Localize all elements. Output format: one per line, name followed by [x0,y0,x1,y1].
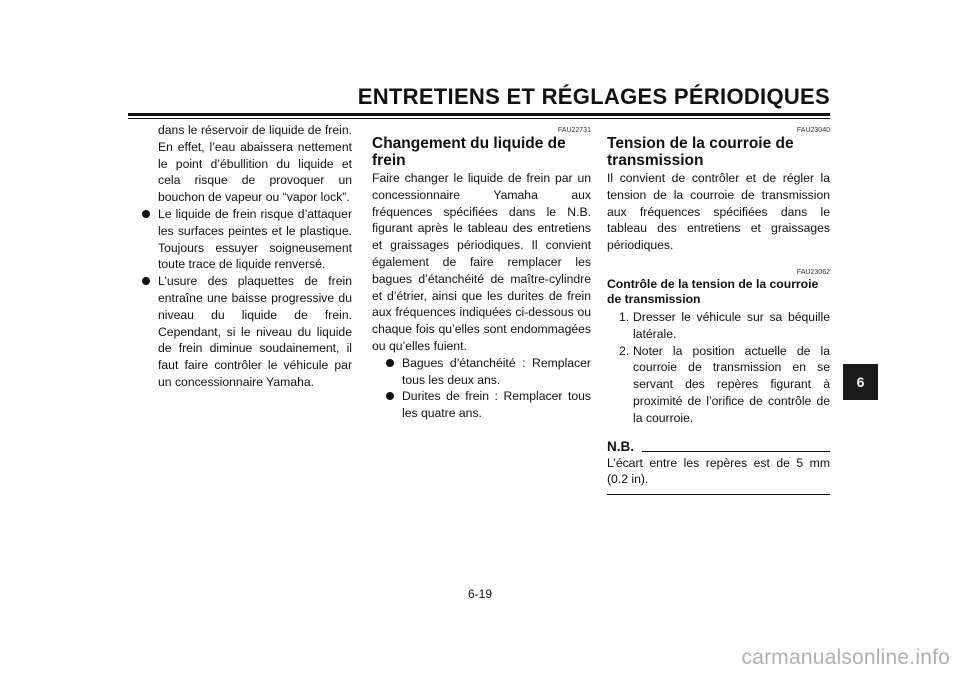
step-number: 1. [619,309,630,324]
section-heading: Tension de la courroie de transmission [607,135,794,169]
section-heading: Changement du liquide de frein [372,135,566,169]
note-rule [642,451,830,452]
step-item [607,343,830,427]
step-number: 2. [619,343,630,358]
step-text: Dresser le véhicule sur sa béquille latérale. [633,309,830,341]
left-intro-text: dans le réservoir de liquide de frein. En effet, l’eau abaissera nettement le point d’ébullition du liquide et cela risque de provoquer un bouchon de vapeur ou “vapor lock”. [158,123,352,205]
header-rule-thin [128,118,830,119]
note-label: N.B. [607,438,634,454]
header-rule [128,113,830,116]
bullet-icon [386,392,394,400]
page-number: 6-19 [467,587,493,601]
middle-bullet-item [372,355,591,389]
left-bullet-text: L’usure des plaquettes de frein entraîne une baisse progressive du niveau du liquide de frein. Cependant, si le niveau du liquide de frein diminue soudainement, il faut faire contrôler le véhicule par un concessionnaire Yamaha. [158,274,352,389]
left-bullet-item [138,206,352,273]
step-text: Noter la position actuelle de la courroie de transmission en se servant des repères figurant à proximité de l’orifice de contrôle de la courroie. [633,343,830,425]
note-header [607,439,830,455]
middle-bullet-text: Bagues d’étanchéité : Remplacer tous les deux ans. [402,355,591,387]
watermark: carmanualsonline.info [741,646,950,669]
right-column [607,122,830,495]
section-body: Faire changer le liquide de frein par un concessionnaire Yamaha aux fréquences spécifiées dans le N.B. figurant après le tableau des entretiens et graissages périodiques. Il convient également de faire remplacer les bagues d’étanchéité de maître-cylindre et d’étrier, ainsi que les durites de frein aux fréquences indiquées ci-dessous ou chaque fois qu’elles sont endommagées ou qu’elles fuient. [372,171,591,353]
left-bullet-item [138,273,352,391]
middle-bullet-text: Durites de frein : Remplacer tous les quatre ans. [402,389,591,421]
page-title: ENTRETIENS ET RÉGLAGES PÉRIODIQUES [357,84,830,109]
reference-code: FAU23062 [796,268,830,276]
left-bullet-text: Le liquide de frein risque d’attaquer les surfaces peintes et le plastique. Toujours essuyer soigneusement toute trace de liquide renversé. [158,206,352,272]
bullet-icon [142,210,150,218]
note-end-rule [607,494,830,495]
reference-code: FAU23040 [796,127,830,134]
middle-column [372,122,591,422]
middle-bullet-item [372,388,591,422]
left-column [138,122,352,391]
bullet-icon [142,277,150,285]
step-item [607,309,830,343]
reference-code: FAU22731 [557,127,591,134]
bullet-icon [386,359,394,367]
subsection-heading: Contrôle de la tension de la courroie de transmission [607,276,819,306]
chapter-tab: 6 [843,364,878,400]
note-text: L’écart entre les repères est de 5 mm (0.2 in). [607,455,830,487]
section-body: Il convient de contrôler et de régler la tension de la courroie de transmission aux fréquences spécifiées dans le tableau des entretiens et graissages périodiques. [607,171,830,253]
